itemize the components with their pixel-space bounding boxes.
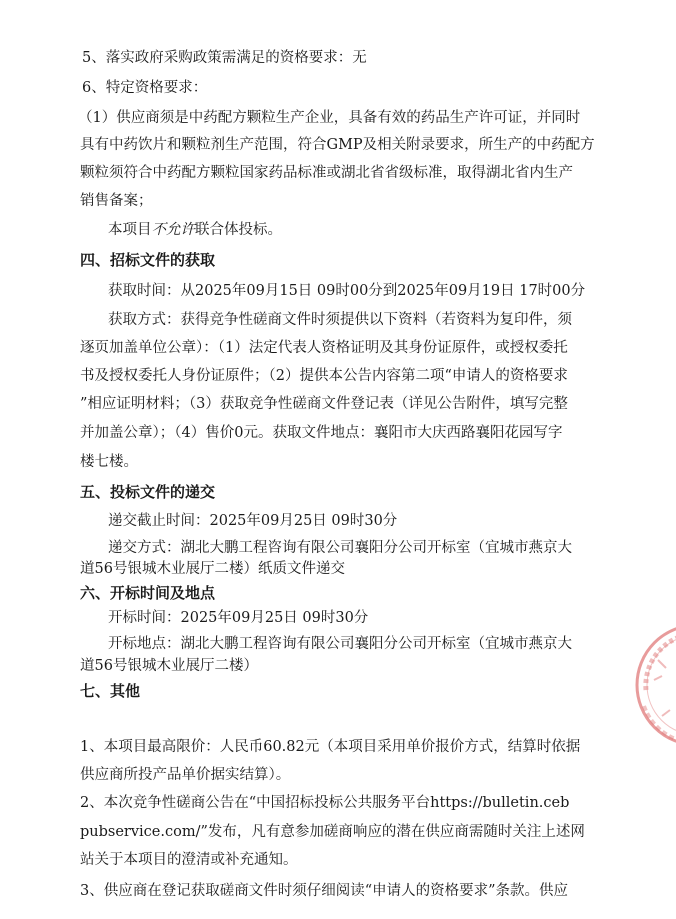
text-line: 书及授权委托人身份证原件；（2）提供本公告内容第二项“申请人的资格要求: [80, 368, 568, 384]
company-seal-stamp: [632, 620, 676, 750]
text-line: 并加盖公章）；（4）售价0元。获取文件地点：襄阳市大庆西路襄阳花园写字: [80, 425, 563, 441]
text-line: 销售备案；: [80, 193, 153, 209]
text-line: 递交截止时间：2025年09月25日 09时30分: [108, 513, 398, 529]
text-line: 道56号银城木业展厅二楼）: [80, 658, 258, 674]
text-line: 1、本项目最高限价：人民币60.82元（本项目采用单价报价方式，结算时依据: [80, 739, 581, 755]
italic-text: 不允许: [151, 222, 195, 238]
section-heading: 六、开标时间及地点: [80, 584, 216, 602]
text-line: 6、特定资格要求：: [82, 80, 208, 96]
text-line: （1）供应商须是中药配方颗粒生产企业，具备有效的药品生产许可证，并同时: [78, 110, 581, 126]
text-line: 开标时间：2025年09月25日 09时30分: [108, 610, 369, 626]
text-line: 递交方式：湖北大鹏工程咨询有限公司襄阳分公司开标室（宜城市燕京大: [108, 540, 572, 556]
text-line: pubservice.com/”发布，凡有意参加磋商响应的潜在供应商需随时关注上述网: [80, 824, 585, 840]
text-segment: 联合体投标。: [195, 222, 282, 238]
text-line: 开标地点：湖北大鹏工程咨询有限公司襄阳分公司开标室（宜城市燕京大: [108, 636, 572, 652]
text-line: 颗粒须符合中药配方颗粒国家药品标准或湖北省省级标准，取得湖北省内生产: [80, 165, 573, 181]
text-line: 站关于本项目的澄清或补充通知。: [80, 852, 298, 868]
text-line: 道56号银城木业展厅二楼）纸质文件递交: [80, 561, 345, 577]
section-heading: 四、招标文件的获取: [80, 251, 216, 269]
text-line: 供应商所投产品单价据实结算）。: [80, 767, 291, 783]
section-heading: 五、投标文件的递交: [80, 483, 216, 501]
text-line: [108, 220, 282, 240]
text-line: 5、落实政府采购政策需满足的资格要求：无: [82, 50, 367, 66]
text-line: 获取时间：从2025年09月15日 09时00分到2025年09月19日 17时00分: [108, 283, 586, 299]
text-line: ”相应证明材料；（3）获取竞争性磋商文件登记表（详见公告附件，填写完整: [80, 396, 568, 412]
text-segment: 本项目: [108, 222, 152, 238]
text-line: 楼七楼。: [80, 454, 138, 470]
section-heading: 七、其他: [80, 682, 141, 700]
text-line: 逐页加盖单位公章）：（1）法定代表人资格证明及其身份证原件，或授权委托: [80, 340, 568, 356]
text-line: 3、供应商在登记获取磋商文件时须仔细阅读“申请人的资格要求”条款。供应: [80, 883, 569, 899]
text-line: 获取方式：获得竞争性磋商文件时须提供以下资料（若资料为复印件，须: [108, 312, 572, 328]
text-line: 2、本次竞争性磋商公告在“中国招标投标公共服务平台https://bulletin.ceb: [80, 795, 570, 811]
text-line: 具有中药饮片和颗粒剂生产范围，符合GMP及相关附录要求，所生产的中药配方: [80, 137, 595, 153]
